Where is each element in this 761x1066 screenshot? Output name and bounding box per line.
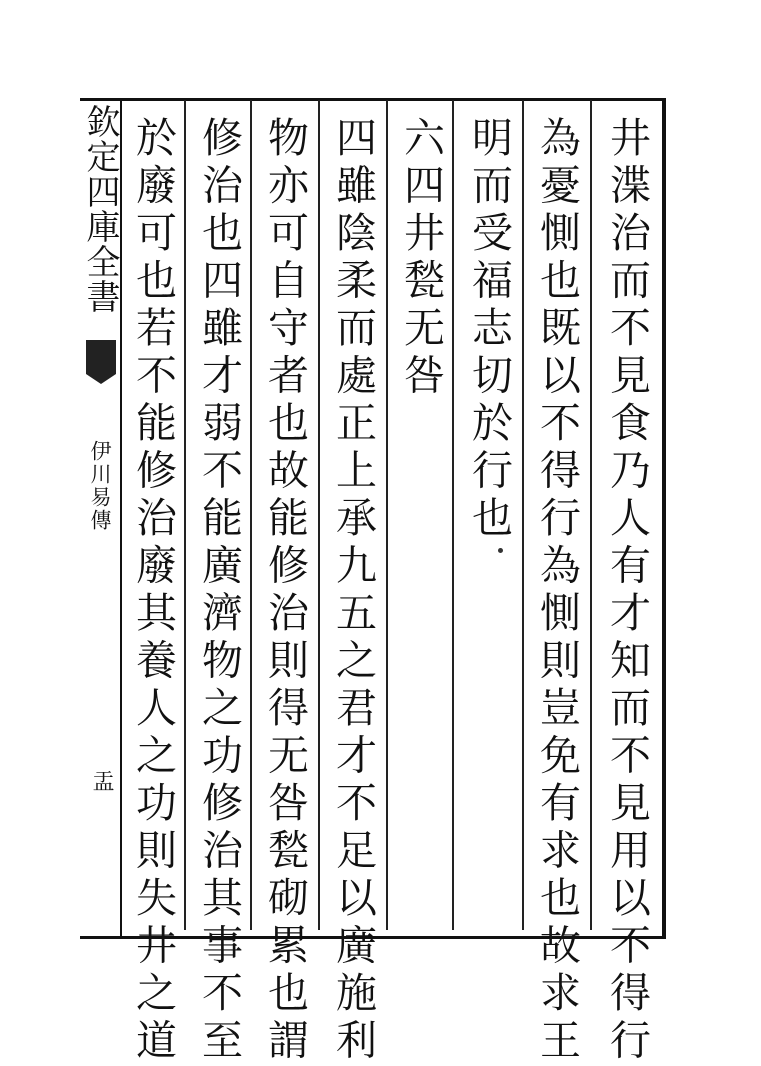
margin-book-name: 伊川易傳	[88, 440, 112, 532]
frame-left-border	[120, 98, 122, 936]
text-column-3: 明而受福志切於行也	[465, 116, 513, 544]
margin-title: 欽定四庫全書	[80, 104, 120, 314]
text-column-2: 為憂惻也既以不得行為惻則豈免有求也故求王	[533, 116, 581, 1066]
fish-tail-mark	[86, 340, 116, 374]
column-rule	[250, 100, 252, 930]
text-column-6: 物亦可自守者也故能修治則得无咎甃砌累也謂	[261, 116, 309, 1066]
text-column-1: 井渫治而不見食乃人有才知而不見用以不得行	[603, 116, 651, 1066]
text-column-7: 修治也四雖才弱不能廣濟物之功修治其事不至	[195, 116, 243, 1066]
text-column-8: 於廢可也若不能修治廢其養人之功則失井之道	[129, 116, 177, 1066]
column-rule	[590, 100, 592, 930]
margin-page-number: 盂	[89, 770, 114, 792]
text-column-4: 六四井甃无咎	[397, 116, 445, 401]
ink-dot	[498, 548, 503, 553]
column-rule	[318, 100, 320, 930]
text-column-5: 四雖陰柔而處正上承九五之君才不足以廣施利	[329, 116, 377, 1066]
column-rule	[452, 100, 454, 930]
column-rule	[386, 100, 388, 930]
column-rule	[184, 100, 186, 930]
column-rule	[522, 100, 524, 930]
